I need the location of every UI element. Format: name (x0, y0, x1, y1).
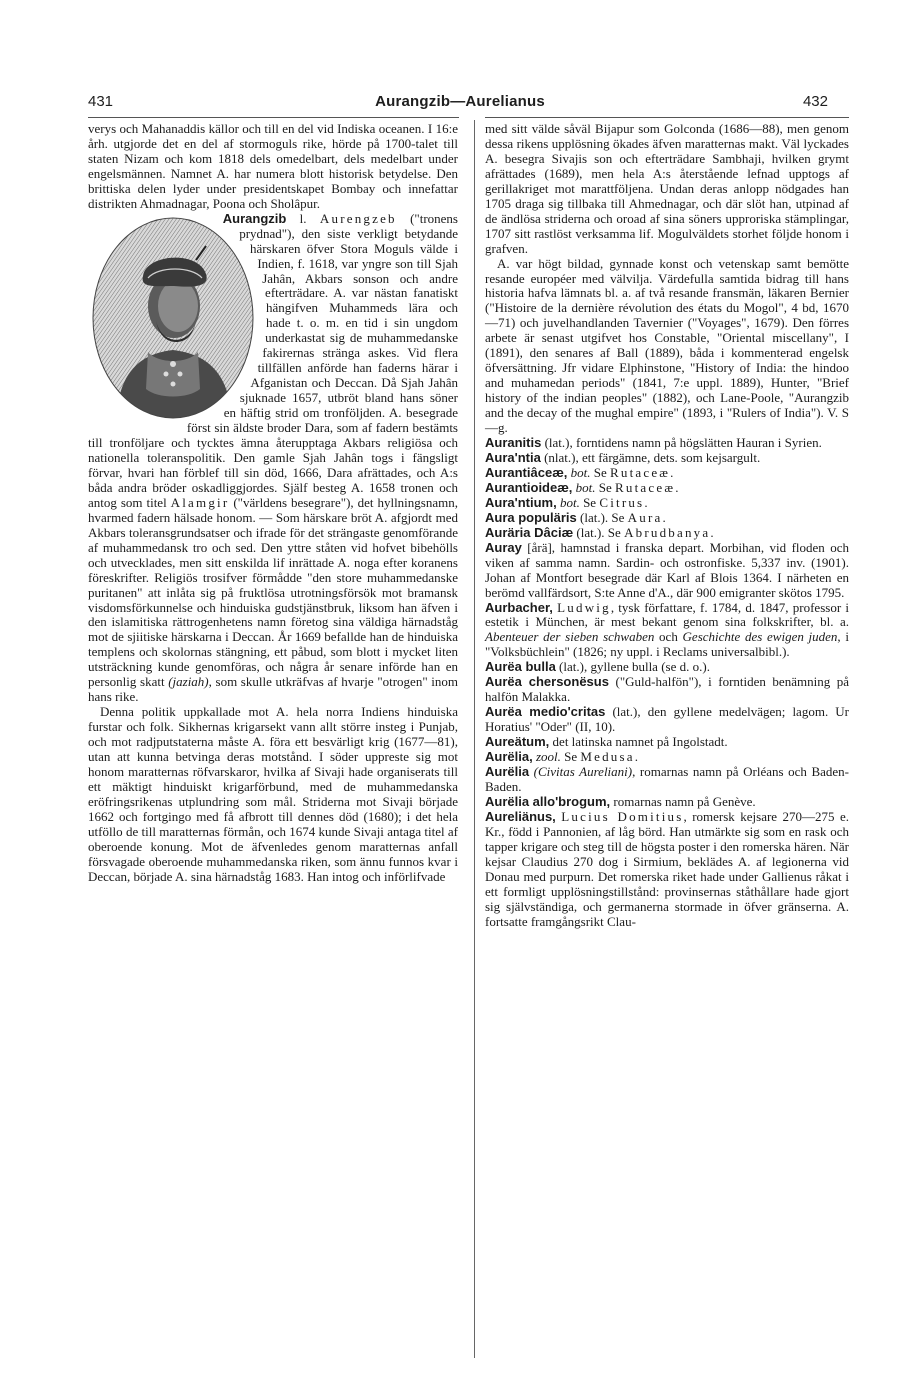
spaced-title: Alamgir (170, 494, 230, 510)
entry-aureatum: Aureätum, det latinska namnet på Ingolstadt. (485, 734, 728, 750)
page-number-right: 432 (802, 93, 828, 110)
entry-aurantiaceae: Aurantiâceæ, bot. Se Rutaceæ. (485, 464, 674, 480)
entry-aurangzib: Aurangzib l. Aurengzeb ("tronens prydnad"), den siste verkligt betydande härskaren öfver Stora Moguls välde i Indien, f. 1618, var yngre son till Sjah Jahân, Akbars sonson och andre efterträdare. A. var nästan fanatiskt hängifven Muhammeds lära och hade t. o. m. en tid i sin ungdom underkastat sig de muhammedanske fakirernas stränga askes. Vid flera tillfällen anförde han faderns härar i Afganistan och Deccan. Då Sjah Jahân sjuknade 1657, utbröt bland hans söner en häftig strid om tronföljden. A. besegrade först sin äldste broder Dara, som af fadern bestämts till tronföljare och tycktes ämna återupptaga Akbars religiösa och nationella toleranspolitik. Den gamle Sjah Jahân togs i fängsligt förvar, hvari han förblef till sin död, 1666, Dara afrättades, och A:s båda andra bröder oskadliggjordes. Själf besteg A. 1658 tronen och antog som titel Alamgir ("världens besegrare"), det hyllningsnamn, hvarmed fadern hälsade honom. — Som härskare bröt A. afgjordt med Akbars toleransgrundsatser och ifrade för det strängaste genomförande af muhammedansk tro och sed. Den yttre ståten vid hofvet bibehölls och utvecklades, men sitt enskilda lif inrättade A. noga efter koranens föreskrifter. Religiös trosifver förmådde "den store muhammedanske puritanen" att inlåta sig på fruktlösa utrotningsförsök mot bramansk visdomsförkunnelse och hinduiska gudstjänstbruk, liksom han äfven i den islamitiska rättrogenhetens namn företog sina väldiga härnadståg mot de sjiitiske härskarna i Deccan. År 1669 befallde han de hinduiska templens och skolornas stängning, ett påbud, som blott i mycket liten utsträckning kunde genomföras, och några år senare införde han en personlig skatt (jaziah), som skulle utkräfvas af hvarje "otrogen" inom hans rike. (88, 210, 458, 705)
page-number-left: 431 (88, 93, 114, 110)
column-divider (474, 120, 475, 1358)
aurangzib-continued: med sitt välde såväl Bijapur som Golconda (1686—88), men genom dessa rikens upplösning ökades äfven maratternas makt. Väl lyckades A. besegra Sivajis son och efterträdare Sambhaji, hvilken grymt afrättades (1689), men hela A:s återstående lefnad upptogs af gerillakriget mot marattföljena. Undan deras anlopp nödgades han 1705 draga sig tillbaka till Ahmednagar, och där slöt han, utpinad af de ändlösa striderna och oroad af sina söners upproriska stämplingar, 1707 sitt rastlöst verksamma lif. Mogulväldets storhet följde honom i grafven. (485, 121, 849, 256)
entry-aurantium: Aura'ntium, bot. Se Citrus. (485, 494, 648, 510)
entry-aura-popularis: Aura populäris (lat.). Se Aura. (485, 509, 666, 525)
left-column (88, 122, 458, 885)
entry-aurantia: Aura'ntia (nlat.), ett färgämne, dets. som kejsargult. (485, 449, 761, 465)
entry-aurelia-allobrogum: Aurëlia allo'brogum, romarnas namn på Genève. (485, 793, 756, 809)
portrait-engraving (88, 214, 258, 422)
entry-auray: Auray [årä], hamnstad i franska depart. Morbihan, vid floden och viken af samma namn. Sardin- och ostronfiske. 5,337 inv. (1901). Johan af Montfort besegrade där Karl af Blois 1364. I närheten en berömd vallfärdsort, S:te Anne d'A., där 900 emigranter skötos 1795. (485, 539, 849, 600)
aurangzib-paragraph-3: Denna politik uppkallade mot A. hela norra Indiens hinduiska furstar och folk. Sikhernas krigarsekt vann allt större insteg i Punjab, och mot radjputstaterna måste A. föra ett besvärligt krig (1677—81), utan att kunna betvinga deras motstånd. I söder uppreste sig mot honom maratternas röfvarskaror, hvilka af Sivaji hade organiserats till ett mäktigt hinduiskt krigarförbund, med de muhammedanska eröfringsrikenas utplundring som mål. Striderna mot Sivaji började 1662 och fortgingo med få afbrott till dennes död (1680); i det hela utföllo de till maratternas förmån, och 1674 kunde Sivaji antaga titel af oberoende konung. Mot de äfvenledes genom maratternas anfall försvagade oberoende muhammedanska riken, som ännu funnos kvar i Deccan, började A. sina härnadståg 1683. Han intog och införlifvade (88, 704, 458, 884)
entry-aurbacher: Aurbacher, Ludwig, tysk författare, f. 1784, d. 1847, professor i estetik i München, är mest bekant genom sina folkskrifter, bl. a. Abenteuer der sieben schwaben och Geschichte des ewigen juden, i "Volksbüchlein" (1826; ny uppl. i Reclams universalbibl.). (485, 599, 849, 660)
entry-auranitis: Auranitis (lat.), forntidens namn på högslätten Hauran i Syrien. (485, 435, 822, 451)
continued-paragraph: verys och Mahanaddis källor och till en del vid Indiska oceanen. I 16:e årh. utgjorde det en del af stormoguls rike, hörde på 1700-talet till staten Nizam och kom 1818 dels omedelbart, dels medelbart under engelsmännen. Namnet A. har numera blott historisk betydelse. Den brittiska delen lyder under presidentskapet Bombay och innefattar distrikten Ahmadnagar, Poona och Sholâpur. (88, 121, 458, 211)
entry-aurea-mediocritas: Aurëa medio'critas (lat.), den gyllene medelvägen; lagom. Ur Horatius' "Oder" (II, 10). (485, 704, 849, 735)
header-rule-right (485, 117, 849, 118)
aurangzib-portrait (88, 214, 258, 422)
right-column (485, 122, 849, 929)
aurangzib-sources: A. var högt bildad, gynnade konst och vetenskap samt bemötte resande européer med välvilja. Värdefulla samtida bidrag till hans historia hafva lämnats bl. a. af två resande fransmän, läkaren Bernier ("Histoire de la dernière révolution des états du Mogol", 4 bd, 1670—71) och juvelhandlanden Tavernier ("Voyages", 1679). Den förres arbete är senast utgifvet hos Constable, "Oriental miscellany", I (1891), den senares af Ball (1889), båda i kommenterad engelsk öfversättning. Jfr vidare Elphinstone, "History of India: the hindoo and muhamedan periods" (1841, 7:e uppl. 1889), Hunter, "Brief history of the indian peoples" (1882), och Lane-Poole, "Aurangzib and the decay of the mughal empire" (1893, i "Rulers of India"). V. S—g. (485, 255, 849, 436)
entry-aurea-bulla: Aurëa bulla (lat.), gyllene bulla (se d. o.). (485, 659, 710, 675)
italic-term: (jaziah) (168, 674, 209, 690)
spaced-name: Aurengzeb (319, 210, 397, 226)
entry-aurelia-civitas: Aurëlia (Civitas Aureliani), romarnas namn på Orléans och Baden-Baden. (485, 763, 850, 794)
running-title: Aurangzib—Aurelianus (375, 93, 545, 110)
entry-aurantioideae: Aurantioideæ, bot. Se Rutaceæ. (485, 479, 679, 495)
entry-aurelianus: Aureliänus, Lucius Domitius, romersk kejsare 270—275 e. Kr., född i Pannonien, af låg börd. Han utmärkte sig som en rask och tapper krigare och steg till de högsta poster i den romerska hären. När kejsar Claudius 270 dog i Sirmium, beklädes A. af legionerna vid Donau med purpurn. Det romerska riket hade under Gallienus råkat i ett formligt upplösningstillstånd: provinsernas ståthållare hade gjort sig självständiga, och germanerna stormade in öfver gränserna. A. fortsatte framgångsrikt Clau- (485, 808, 850, 929)
headword-aurangzib: Aurangzib (222, 210, 287, 226)
entry-auraria-daciae: Auräria Dâciæ (lat.). Se Abrudbanya. (485, 524, 714, 540)
entry-aurea-chersonesus: Aurëa chersonësus ("Guld-halfön"), i forntiden benämning på halfön Malakka. (485, 674, 849, 705)
header-rule-left (88, 117, 459, 118)
entry-aurelia-zool: Aurëlia, zool. Se Medusa. (485, 749, 638, 765)
